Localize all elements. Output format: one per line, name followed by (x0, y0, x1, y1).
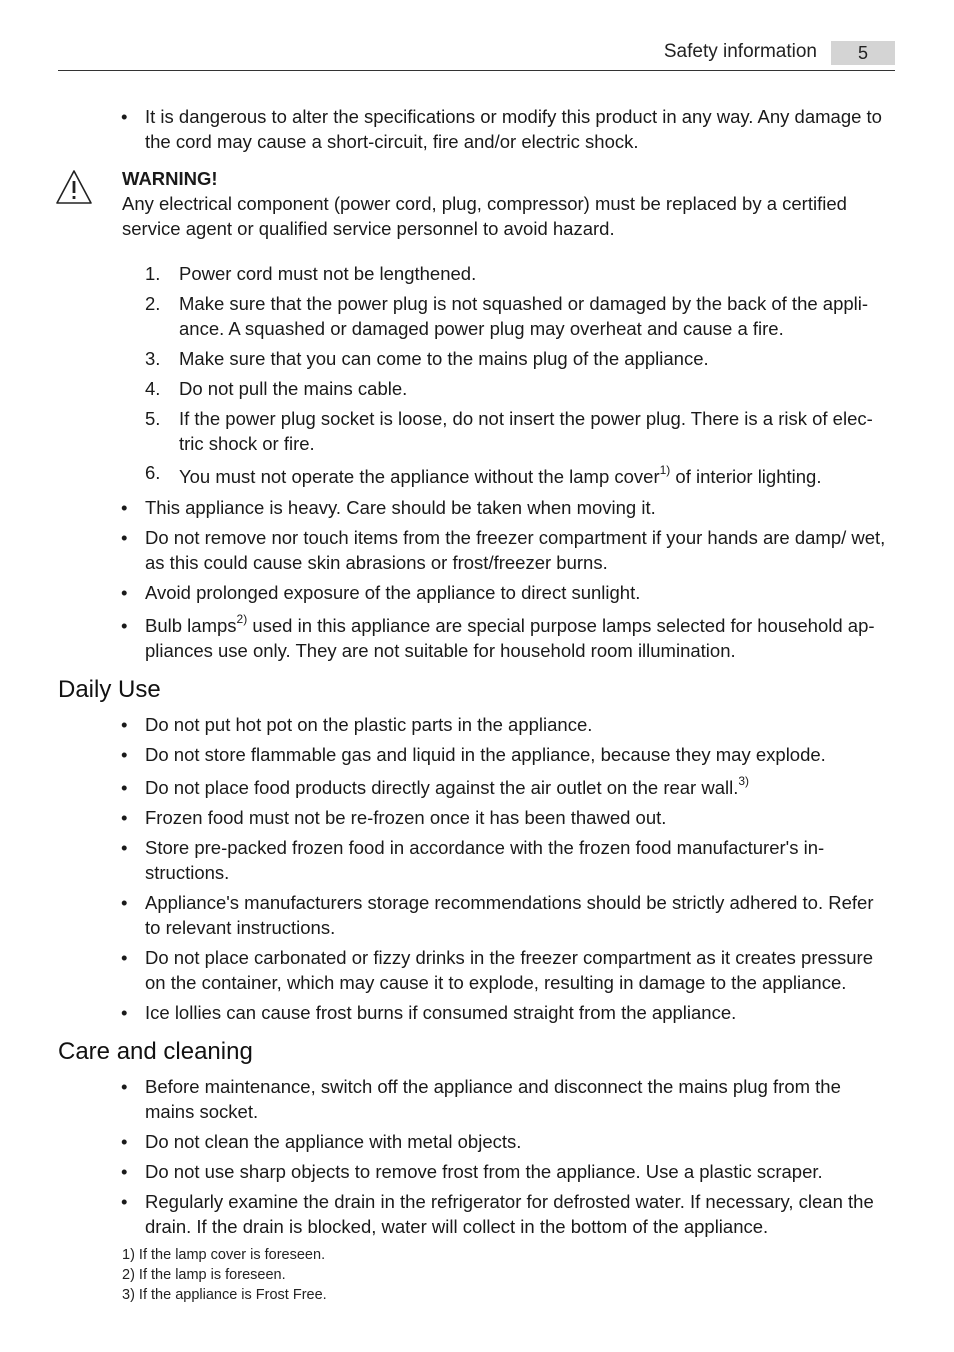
list-item (118, 945, 894, 995)
list-item-text: This appliance is heavy. Care should be taken when moving it. (145, 497, 656, 518)
list-item (118, 775, 894, 800)
list-item (118, 890, 894, 940)
list-item-text: Do not use sharp objects to remove frost from the appliance. Use a plastic scraper. (145, 1161, 823, 1182)
numbered-item (145, 464, 895, 489)
list-item-text: Regularly examine the drain in the refrigerator for defrosted water. If necessary, clean the drain. If the drain is blocked, water will collect in the bottom of the appliance. (145, 1191, 874, 1237)
bullet-icon: • (121, 807, 128, 828)
footnotes (122, 1245, 327, 1305)
bullet-icon: • (121, 615, 128, 636)
footnote: 2) If the lamp is foreseen. (122, 1267, 286, 1283)
numbered-item (145, 346, 895, 371)
item-number: 1. (145, 263, 161, 284)
bullet-icon: • (121, 714, 128, 735)
list-item-text: Do not put hot pot on the plastic parts in the appliance. (145, 714, 593, 735)
list-item-text: Do not store flammable gas and liquid in the appliance, because they may explode. (145, 744, 826, 765)
list-item (118, 1129, 894, 1154)
footnote: 1) If the lamp cover is foreseen. (122, 1247, 326, 1263)
daily-use-list (118, 712, 894, 1030)
bullet-icon: • (121, 527, 128, 548)
numbered-item (145, 261, 895, 286)
list-item (118, 525, 894, 575)
item-number: 3. (145, 348, 161, 369)
bullet-icon: • (121, 1076, 128, 1097)
warning-title: WARNING! (122, 168, 218, 189)
list-item-text: Frozen food must not be re-frozen once it has been thawed out. (145, 807, 667, 828)
list-item-text: Avoid prolonged exposure of the appliance to direct sunlight. (145, 582, 641, 603)
numbered-item (145, 291, 895, 341)
list-item (118, 742, 894, 767)
footnote-ref: 1) (659, 462, 671, 477)
daily-use-heading: Daily Use (58, 676, 161, 703)
list-item (118, 835, 894, 885)
list-item-text: Bulb lamps (145, 615, 237, 636)
bullet-icon: • (121, 947, 128, 968)
item-text: Power cord must not be lengthened. (179, 263, 477, 284)
item-number: 5. (145, 408, 161, 429)
list-item-text: Ice lollies can cause frost burns if consumed straight from the appliance. (145, 1002, 737, 1023)
footnote-ref: 3) (738, 773, 750, 788)
list-item-text: Do not place carbonated or fizzy drinks in the freezer compartment as it creates pressure on the container, which may cause it to explode, resulting in damage to the appliance. (145, 947, 874, 993)
numbered-item (145, 376, 895, 401)
item-text: You must not operate the appliance without the lamp cover (179, 466, 660, 487)
numbered-list (145, 261, 895, 494)
item-text: Make sure that you can come to the mains plug of the appliance. (179, 348, 709, 369)
list-item-text: Appliance's manufacturers storage recommendations should be strictly adhered to. Refer to relevant instructions. (145, 892, 874, 938)
list-item-text: Before maintenance, switch off the appliance and disconnect the mains plug from the mains socket. (145, 1076, 841, 1122)
list-item (118, 613, 894, 663)
bullet-icon: • (121, 1131, 128, 1152)
care-cleaning-heading: Care and cleaning (58, 1038, 253, 1065)
list-item (118, 1000, 894, 1025)
list-item-text: It is dangerous to alter the specifications or modify this product in any way. Any damage to the cord may cause a short-circuit, fire and/or electric shock. (145, 106, 882, 152)
list-item (118, 1189, 894, 1239)
general-bullet-list (118, 495, 894, 668)
list-item (118, 805, 894, 830)
list-item (118, 712, 894, 737)
section-title: Safety information (663, 41, 817, 62)
list-item (118, 495, 894, 520)
bullet-icon: • (121, 892, 128, 913)
header-divider (58, 70, 895, 71)
list-item-text: used in this appliance are special purpose lamps selected for household ap-pliances use only. They are not suitable for household room illumination. (145, 615, 875, 661)
list-item (118, 1159, 894, 1184)
item-number: 4. (145, 378, 161, 399)
footnote: 3) If the appliance is Frost Free. (122, 1287, 327, 1303)
warning-triangle-icon (55, 169, 93, 205)
item-number: 2. (145, 293, 161, 314)
bullet-icon: • (121, 1161, 128, 1182)
item-number: 6. (145, 462, 161, 483)
list-item (118, 104, 894, 154)
list-item-text: Do not clean the appliance with metal objects. (145, 1131, 522, 1152)
care-cleaning-list (118, 1074, 894, 1244)
page-number: 5 (831, 41, 895, 65)
item-text: Do not pull the mains cable. (179, 378, 408, 399)
item-text: of interior lighting. (670, 466, 822, 487)
bullet-icon: • (121, 777, 128, 798)
warning-text: Any electrical component (power cord, plug, compressor) must be replaced by a certified service agent or qualified service personnel to avoid hazard. (122, 193, 847, 239)
intro-bullet-list (118, 104, 894, 159)
bullet-icon: • (121, 106, 128, 127)
bullet-icon: • (121, 837, 128, 858)
numbered-item (145, 406, 895, 456)
list-item-text: Store pre-packed frozen food in accordance with the frozen food manufacturer's in-structions. (145, 837, 825, 883)
bullet-icon: • (121, 1191, 128, 1212)
bullet-icon: • (121, 582, 128, 603)
list-item-text: Do not place food products directly against the air outlet on the rear wall. (145, 777, 739, 798)
list-item-text: Do not remove nor touch items from the freezer compartment if your hands are damp/ wet, as this could cause skin abrasions or frost/freezer burns. (145, 527, 886, 573)
item-text: Make sure that the power plug is not squashed or damaged by the back of the appli-ance. A squashed or damaged power plug may overheat and cause a fire. (179, 293, 869, 339)
item-text: If the power plug socket is loose, do not insert the power plug. There is a risk of elec-tric shock or fire. (179, 408, 873, 454)
bullet-icon: • (121, 744, 128, 765)
bullet-icon: • (121, 497, 128, 518)
bullet-icon: • (121, 1002, 128, 1023)
list-item (118, 1074, 894, 1124)
footnote-ref: 2) (236, 611, 248, 626)
list-item (118, 580, 894, 605)
